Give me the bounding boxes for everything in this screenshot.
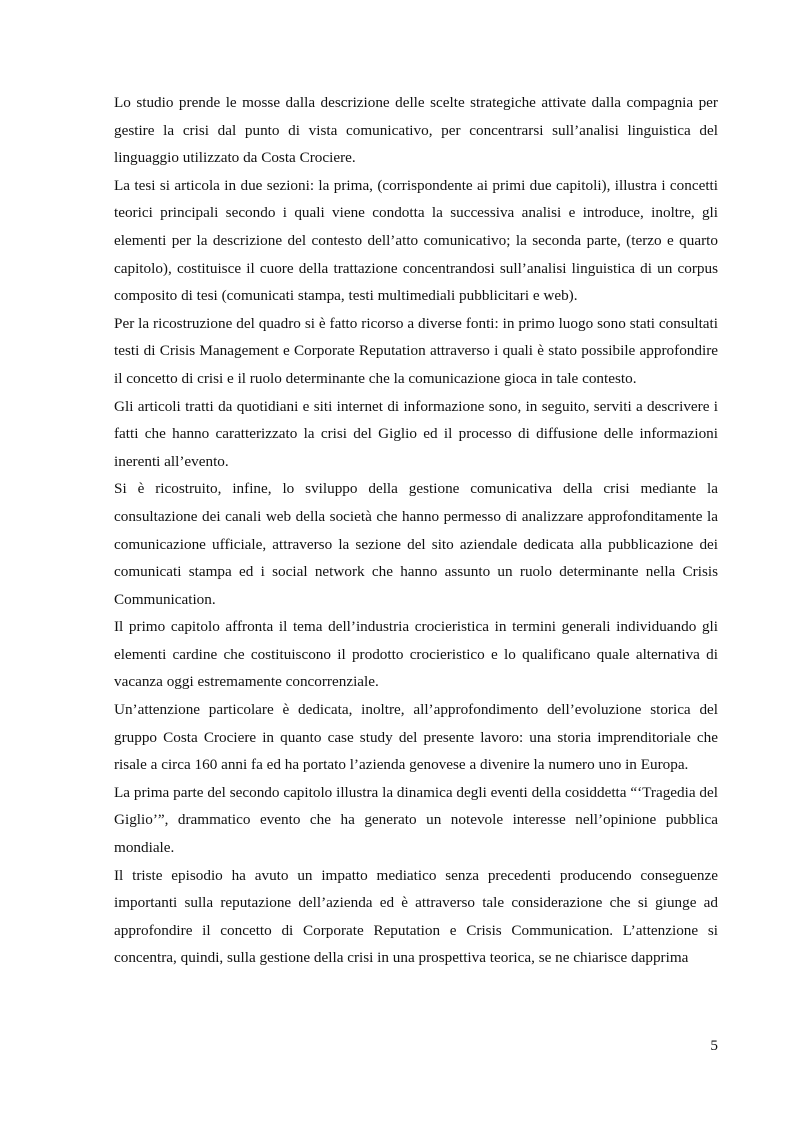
paragraph: Lo studio prende le mosse dalla descrizione delle scelte strategiche attivate dalla compagnia per gestire la crisi dal punto di vista comunicativo, per concentrarsi sull’analisi linguistica del linguaggio utilizzato da Costa Crociere. [114,94,718,167]
paragraph: La prima parte del secondo capitolo illustra la dinamica degli eventi della cosiddetta “‘Tragedia del Giglio’”, drammatico evento che ha generato un notevole interesse nell’opinione pubblica mondiale. [114,783,718,857]
paragraph: Il primo capitolo affronta il tema dell’industria crocieristica in termini generali individuando gli elementi cardine che costituiscono il prodotto crocieristico e lo qualificano quale alternativa di vacanza oggi estremamente concorrenziale. [114,618,718,691]
body-text [114,89,718,972]
paragraph: Gli articoli tratti da quotidiani e siti internet di informazione sono, in seguito, serviti a descrivere i fatti che hanno caratterizzato la crisi del Giglio ed il processo di diffusione delle informazioni inerenti all’evento. [114,397,718,470]
paragraph: Per la ricostruzione del quadro si è fatto ricorso a diverse fonti: in primo luogo sono stati consultati testi di Crisis Management e Corporate Reputation attraverso i quali è stato possibile approfondire il concetto di crisi e il ruolo determinante che la comunicazione gioca in tale contesto. [114,314,718,387]
paragraph: La tesi si articola in due sezioni: la prima, (corrispondente ai primi due capitoli), illustra i concetti teorici principali secondo i quali viene condotta la successiva analisi e introduce, inoltre, gli elementi per la descrizione del contesto dell’atto comunicativo; la seconda parte, (terzo e quarto capitolo), costituisce il cuore della trattazione concentrandosi sull’analisi linguistica di un corpus composito di tesi (comunicati stampa, testi multimediali pubblicitari e web). [114,176,718,305]
page-number: 5 [710,1037,718,1054]
paragraph: Un’attenzione particolare è dedicata, inoltre, all’approfondimento dell’evoluzione storica del gruppo Costa Crociere in quanto case study del presente lavoro: una storia imprenditoriale che risale a circa 160 anni fa ed ha portato l’azienda genovese a divenire la numero uno in Europa. [114,701,718,774]
paragraph: Il triste episodio ha avuto un impatto mediatico senza precedenti producendo conseguenze importanti sulla reputazione dell’azienda ed è attraverso tale considerazione che si giunge ad approfondire il concetto di Corporate Reputation e Crisis Communication. L’attenzione si concentra, quindi, sulla gestione della crisi in una prospettiva teorica, se ne chiarisce dapprima [114,866,718,967]
paragraph: Si è ricostruito, infine, lo sviluppo della gestione comunicativa della crisi mediante la consultazione dei canali web della società che hanno permesso di analizzare approfonditamente la comunicazione ufficiale, attraverso la sezione del sito aziendale dedicata alla pubblicazione dei comunicati stampa ed i social network che hanno assunto un ruolo determinante nella Crisis Communication. [114,480,718,608]
